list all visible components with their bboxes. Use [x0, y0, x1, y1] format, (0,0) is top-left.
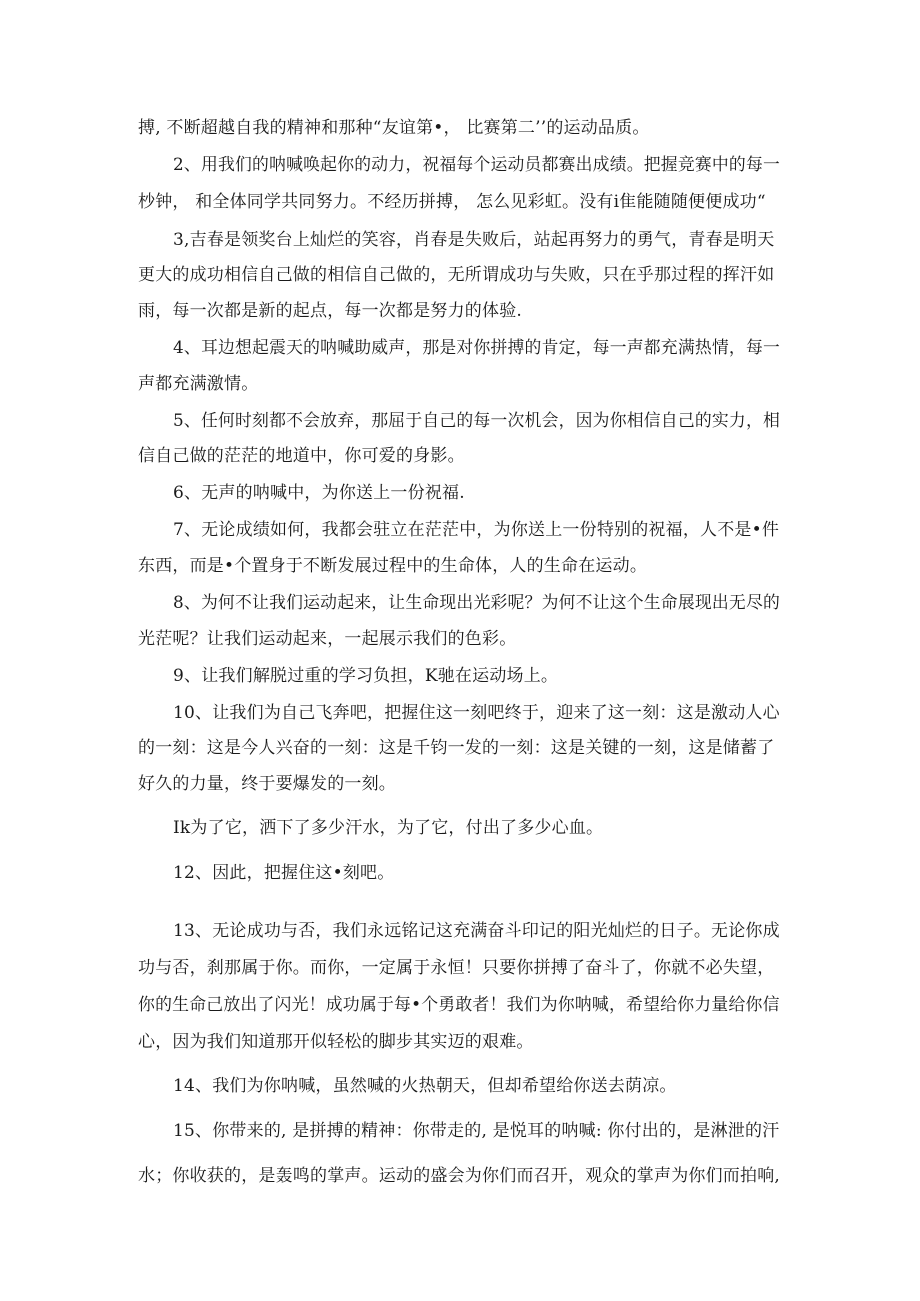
- paragraph-14-line-1: 14、我们为你呐喊，虽然喊的火热朝天，但却希望给你送去荫凉。: [173, 1076, 677, 1096]
- paragraph-8-line-2: 光茫呢？让我们运动起来，一起展示我们的色彩。: [138, 629, 517, 649]
- paragraph-3-line-2: 更大的成功相信自己做的相信自己做的，无所谓成功与失败，只在乎那过程的挥汗如: [138, 265, 775, 285]
- paragraph-2-line-1: 2、用我们的呐喊唤起你的动力，祝福每个运动员都赛出成绩。把握竞赛中的每一: [173, 155, 781, 175]
- paragraph-3-line-1: 3,吉春是领奖台上灿烂的笑容，肖春是失败后，站起再努力的勇气，青春是明天: [173, 230, 775, 250]
- paragraph-9-line-1: 9、让我们解脱过重的学习负担，K驰在运动场上。: [173, 666, 559, 686]
- paragraph-6-line-1: 6、无声的呐喊中，为你送上一份祝福.: [173, 483, 465, 503]
- paragraph-13-line-2: 功与否，刹那属于你。而你，一定属于永恒！只要你拼搏了奋斗了，你就不必失望，: [138, 958, 775, 978]
- paragraph-10-line-2: 的一刻：这是今人兴奋的一刻：这是千钧一发的一刻：这是关键的一刻，这是储蓄了: [138, 738, 775, 758]
- paragraph-11-line-1: Ik为了它，洒下了多少汗水，为了它，付出了多少心血。: [173, 818, 604, 838]
- paragraph-4-line-2: 声都充满激情。: [138, 374, 259, 394]
- paragraph-3-line-3: 雨，每一次都是新的起点，每一次都是努力的体验.: [138, 301, 523, 321]
- paragraph-12-line-1: 12、因此，把握住这•刻吧。: [173, 863, 395, 883]
- paragraph-2-line-2: 杪钟， 和全体同学共同努力。不经历拼搏， 怎么见彩虹。没有i隹能随随便便成功“: [138, 192, 766, 212]
- paragraph-5-line-1: 5、任何时刻都不会放弃，那屈于自己的每一次机会，因为你相信自己的实力，相: [173, 411, 781, 431]
- paragraph-7-line-1: 7、无论成绩如何，我都会驻立在茫茫中，为你送上一份特别的祝福，人不是•件: [173, 520, 780, 540]
- paragraph-15-line-2: 水；你收获的，是轰鸣的掌声。运动的盛会为你们而召开，观众的掌声为你们而拍响,: [138, 1166, 781, 1186]
- paragraph-13-line-4: 心，因为我们知道那开似轻松的脚步其实迈的艰难。: [138, 1032, 534, 1052]
- paragraph-4-line-1: 4、耳边想起震天的呐喊助威声，那是对你拼搏的肯定，每一声都充满热情，每一: [173, 338, 781, 358]
- paragraph-5-line-2: 信自己做的茫茫的地道中，你可爱的身影。: [138, 446, 465, 466]
- paragraph-13-line-1: 13、无论成功与否，我们永远铭记这充满奋斗印记的阳光灿烂的日子。无论你成: [173, 921, 780, 941]
- paragraph-8-line-1: 8、为何不让我们运动起来，让生命现出光彩呢？为何不让这个生命展现出无尽的: [173, 593, 781, 613]
- paragraph-10-line-1: 10、让我们为自己飞奔吧，把握住这一刻吧终于，迎来了这一刻：这是激动人心: [173, 703, 780, 723]
- paragraph-15-line-1: 15、你带来的, 是拼搏的精神：你带走的, 是悦耳的呐喊: 你付出的，是淋泄的汗: [173, 1121, 780, 1141]
- paragraph-7-line-2: 东西，而是•个置身于不断发展过程中的生命体，人的生命在运动。: [138, 556, 648, 576]
- paragraph-13-line-3: 你的生命己放出了闪光！成功属于每•个勇敢者！我们为你呐喊，希望给你力量给你信: [138, 995, 780, 1015]
- paragraph-1-line-1: 搏, 不断超越自我的精神和那种“友谊第•， 比赛第二’’的运动品质。: [138, 118, 650, 138]
- paragraph-10-line-3: 好久的力量，终于要爆发的一刻。: [138, 774, 396, 794]
